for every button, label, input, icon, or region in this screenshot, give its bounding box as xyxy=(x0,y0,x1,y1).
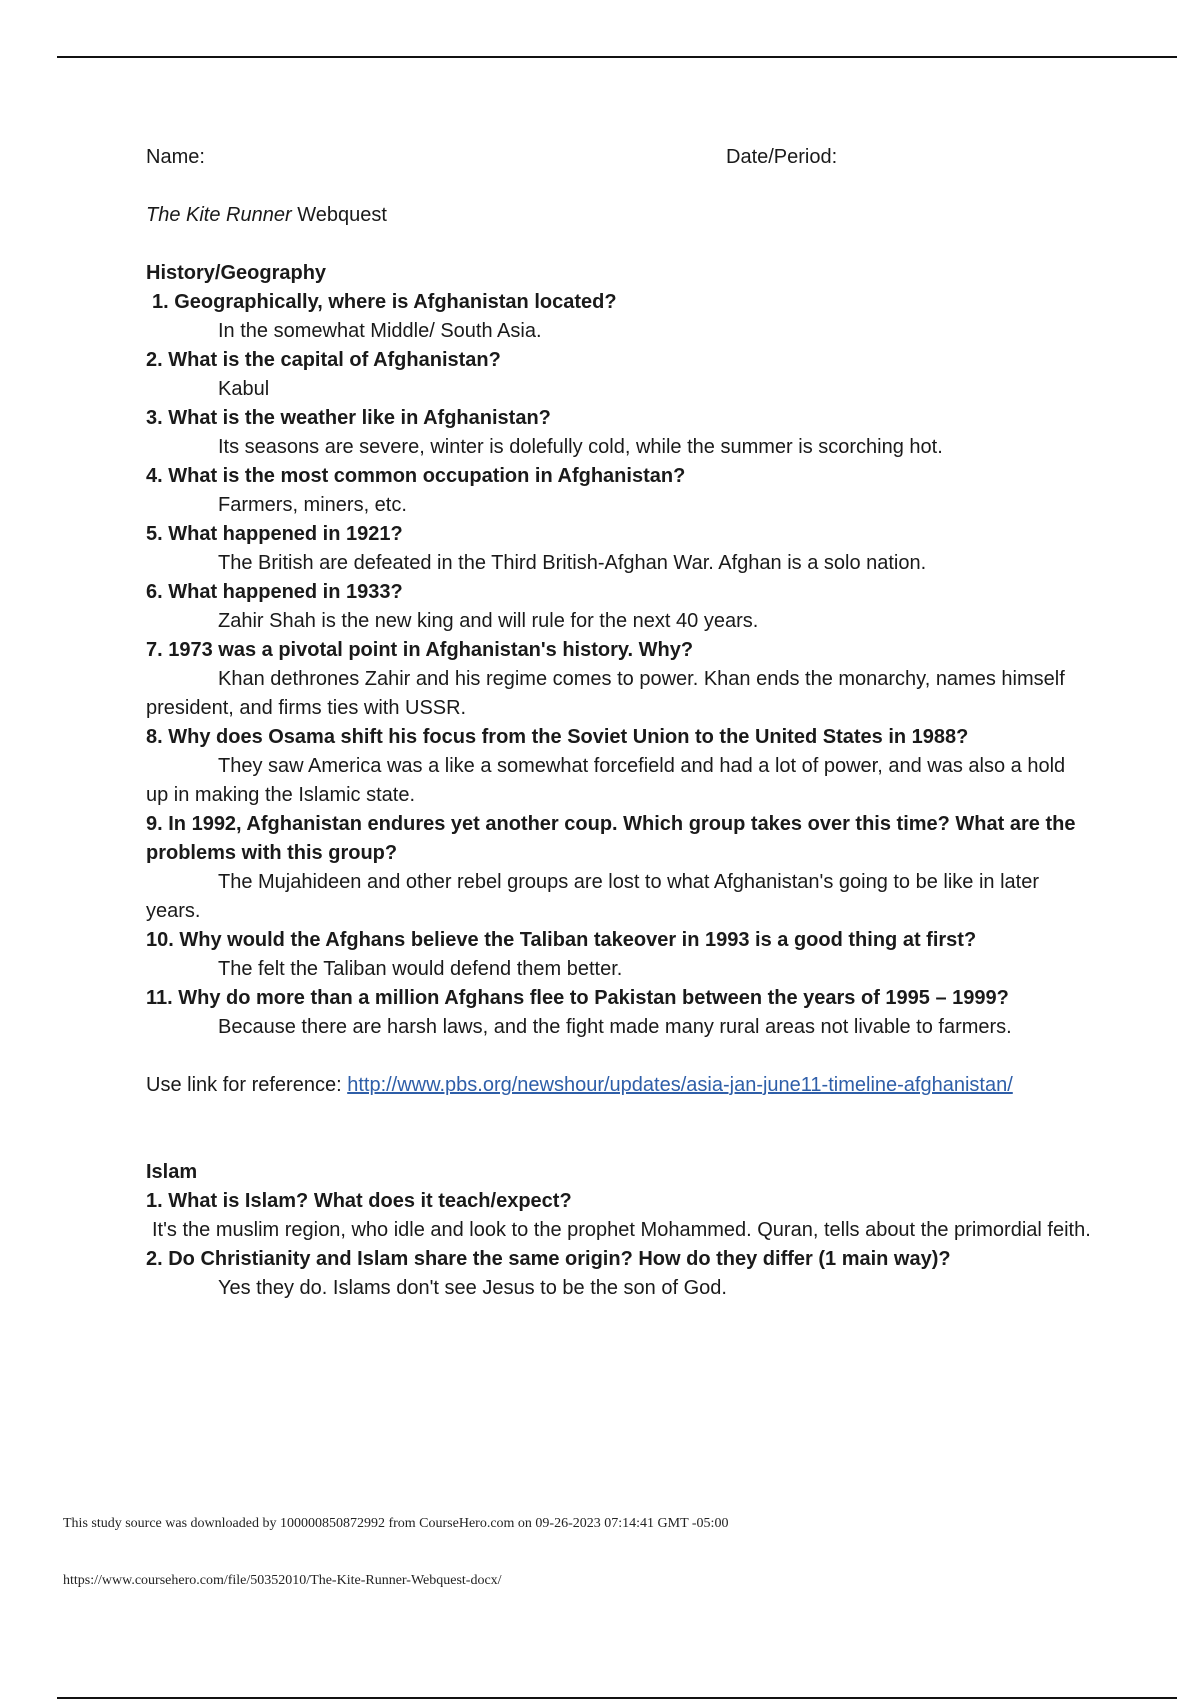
history-question-list xyxy=(146,288,1091,1042)
question: 9. In 1992, Afghanistan endures yet another coup. Which group takes over this time? What are the problems with this group? xyxy=(146,813,1076,864)
source-url: https://www.coursehero.com/file/50352010/The-Kite-Runner-Webquest-docx/ xyxy=(63,1573,502,1588)
answer: Because there are harsh laws, and the fight made many rural areas not livable to farmers. xyxy=(218,1016,1012,1038)
book-title: The Kite Runner xyxy=(146,204,292,226)
islam-heading: Islam xyxy=(146,1161,198,1183)
download-notice: This study source was downloaded by 100000850872992 from CourseHero.com on 09-26-2023 07:14:41 GMT -05:00 xyxy=(63,1516,729,1531)
document-body xyxy=(146,143,1091,1303)
question: 11. Why do more than a million Afghans flee to Pakistan between the years of 1995 – 1999? xyxy=(146,987,1009,1009)
reference-link[interactable]: http://www.pbs.org/newshour/updates/asia-jan-june11-timeline-afghanistan/ xyxy=(347,1074,1013,1096)
date-period-label: Date/Period: xyxy=(726,146,838,168)
question: 7. 1973 was a pivotal point in Afghanistan's history. Why? xyxy=(146,639,694,661)
question: 2. What is the capital of Afghanistan? xyxy=(146,349,501,371)
islam-question-list xyxy=(146,1187,1091,1303)
answer: Khan dethrones Zahir and his regime comes to power. Khan ends the monarchy, names himself president, and firms ties with USSR. xyxy=(146,668,1065,719)
question: 1. What is Islam? What does it teach/expect? xyxy=(146,1190,572,1212)
answer: Farmers, miners, etc. xyxy=(218,494,407,516)
name-date-row xyxy=(146,143,1091,172)
answer: Zahir Shah is the new king and will rule for the next 40 years. xyxy=(218,610,759,632)
document-title xyxy=(146,201,1091,230)
top-rule xyxy=(57,56,1177,58)
title-suffix: Webquest xyxy=(291,204,387,226)
bottom-rule xyxy=(57,1697,1177,1699)
answer: In the somewhat Middle/ South Asia. xyxy=(218,320,542,342)
answer: The Mujahideen and other rebel groups are lost to what Afghanistan's going to be like in later years. xyxy=(146,871,1040,922)
question: 1. Geographically, where is Afghanistan located? xyxy=(152,291,617,313)
question: 6. What happened in 1933? xyxy=(146,581,403,603)
answer: Its seasons are severe, winter is dolefully cold, while the summer is scorching hot. xyxy=(218,436,943,458)
question: 5. What happened in 1921? xyxy=(146,523,403,545)
question: 10. Why would the Afghans believe the Taliban takeover in 1993 is a good thing at first? xyxy=(146,929,977,951)
reference-line xyxy=(146,1071,1091,1100)
question: 2. Do Christianity and Islam share the same origin? How do they differ (1 main way)? xyxy=(146,1248,951,1270)
question: 8. Why does Osama shift his focus from the Soviet Union to the United States in 1988? xyxy=(146,726,969,748)
question: 4. What is the most common occupation in Afghanistan? xyxy=(146,465,686,487)
question: 3. What is the weather like in Afghanistan? xyxy=(146,407,551,429)
history-heading: History/Geography xyxy=(146,262,327,284)
answer: Yes they do. Islams don't see Jesus to be the son of God. xyxy=(218,1277,727,1299)
name-label: Name: xyxy=(146,146,205,168)
answer: The British are defeated in the Third British-Afghan War. Afghan is a solo nation. xyxy=(218,552,927,574)
answer: It's the muslim region, who idle and look to the prophet Mohammed. Quran, tells about the primordial feith. xyxy=(152,1219,1091,1241)
answer: The felt the Taliban would defend them better. xyxy=(218,958,623,980)
reference-label: Use link for reference: xyxy=(146,1074,348,1096)
answer: They saw America was a like a somewhat forcefield and had a lot of power, and was also a hold up in making the Islamic state. xyxy=(146,755,1066,806)
answer: Kabul xyxy=(218,378,270,400)
